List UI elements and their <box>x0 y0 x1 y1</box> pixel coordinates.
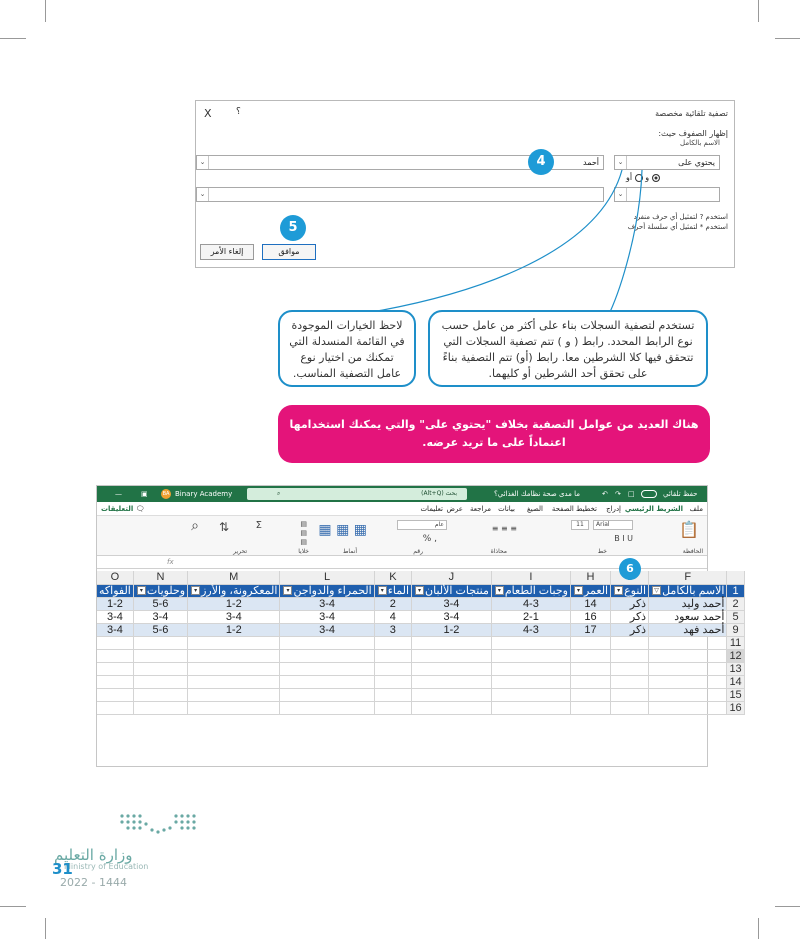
column-header[interactable]: I <box>491 571 570 584</box>
cell[interactable] <box>412 636 492 649</box>
cell[interactable] <box>649 649 727 662</box>
empty-row <box>97 701 744 714</box>
header-cell <box>491 584 570 597</box>
cell[interactable] <box>570 649 610 662</box>
tab-formulas[interactable]: الصيغ <box>527 505 543 513</box>
header-cell <box>412 584 492 597</box>
cell[interactable]: 3-4 <box>412 610 492 623</box>
filter-dropdown-icon[interactable]: ▾ <box>495 586 504 595</box>
cell[interactable]: 14 <box>570 597 610 610</box>
cell[interactable] <box>188 662 280 675</box>
percent-icon[interactable]: % , <box>422 534 437 544</box>
column-header[interactable]: M <box>188 571 280 584</box>
save-icon[interactable]: □ <box>628 490 635 498</box>
cell[interactable] <box>133 701 187 714</box>
or-label: أو <box>626 173 633 182</box>
tab-home[interactable]: الشريط الرئيسي <box>625 502 683 518</box>
cell[interactable] <box>188 675 280 688</box>
pink-note: هناك العديد من عوامل التصفية بخلاف "يحتوي على" والتي يمكنك استخدامها اعتماداً على ما تريد عرضه. <box>278 405 710 463</box>
tab-view[interactable]: عرض <box>446 505 463 513</box>
cell[interactable] <box>491 701 570 714</box>
header-label: الفواكه <box>99 584 131 597</box>
sum-icon[interactable]: Σ <box>255 520 262 531</box>
cell[interactable]: ذكر <box>611 610 649 623</box>
group-label-clipboard: الحافظة <box>682 548 703 555</box>
cell[interactable] <box>133 675 187 688</box>
undo-icon[interactable]: ↶ <box>602 490 608 498</box>
header-cell <box>611 584 649 597</box>
cell[interactable] <box>649 688 727 701</box>
cell[interactable]: 3-4 <box>133 610 187 623</box>
row-number[interactable]: 14 <box>727 675 744 688</box>
cell[interactable] <box>188 649 280 662</box>
cell[interactable]: 1-2 <box>188 623 280 636</box>
cell[interactable] <box>97 701 133 714</box>
header-label: الاسم بالكامل <box>662 584 725 597</box>
cell[interactable] <box>491 688 570 701</box>
group-label-font: خط <box>597 548 607 555</box>
tab-page-layout[interactable]: تخطيط الصفحة <box>551 505 597 513</box>
cell[interactable] <box>611 688 649 701</box>
filter-dropdown-icon[interactable]: ▾ <box>614 586 623 595</box>
comments-button[interactable] <box>101 502 144 516</box>
cell[interactable]: 17 <box>570 623 610 636</box>
formula-bar[interactable] <box>97 557 707 569</box>
header-label: وجبات الطعام <box>504 584 568 597</box>
group-label-styles: أنماط <box>342 548 357 555</box>
fx-label: fx <box>167 558 174 566</box>
find-icon[interactable]: ⌕ <box>191 518 199 534</box>
cell[interactable] <box>412 662 492 675</box>
group-label-alignment: محاذاة <box>490 548 507 555</box>
filter-dropdown-icon[interactable]: ▾ <box>415 586 424 595</box>
filter-dropdown-icon[interactable]: ▾ <box>378 586 387 595</box>
cell[interactable]: 2 <box>374 597 411 610</box>
ministry-logo-dots <box>118 812 208 838</box>
chevron-down-icon: ⌄ <box>197 188 209 201</box>
cell[interactable] <box>133 662 187 675</box>
header-label: وحلويات <box>146 584 186 597</box>
cell[interactable] <box>412 701 492 714</box>
cell[interactable] <box>611 675 649 688</box>
table-row <box>97 623 744 636</box>
connector-line-right <box>610 170 642 312</box>
empty-row <box>97 649 744 662</box>
cell[interactable] <box>97 688 133 701</box>
edition-year: 2022 - 1444 <box>60 876 127 889</box>
cell[interactable] <box>280 688 374 701</box>
filter-dropdown-icon[interactable]: ▾ <box>574 586 583 595</box>
search-box[interactable] <box>247 488 467 500</box>
row-number[interactable]: 11 <box>727 636 744 649</box>
search-placeholder: بحث (Alt+Q) <box>421 490 457 497</box>
cell[interactable] <box>611 662 649 675</box>
cell[interactable] <box>280 649 374 662</box>
cell[interactable]: 3-4 <box>188 610 280 623</box>
cell[interactable] <box>133 636 187 649</box>
select-all-corner[interactable] <box>727 571 744 584</box>
chevron-down-icon: ⌄ <box>615 188 627 201</box>
step-5-badge: 5 <box>280 215 306 241</box>
font-size-box[interactable]: 11 <box>571 520 589 530</box>
ribbon <box>97 516 707 556</box>
cell[interactable]: 3-4 <box>280 610 374 623</box>
cell[interactable] <box>97 649 133 662</box>
table-row <box>97 597 744 610</box>
cell[interactable]: 4-3 <box>491 623 570 636</box>
chevron-down-icon: ⌄ <box>615 156 627 169</box>
chevron-down-icon: ⌄ <box>197 156 209 169</box>
account-name: Binary Academy <box>175 490 233 498</box>
filter-dropdown-icon[interactable]: ▾ <box>191 586 200 595</box>
column-header[interactable]: H <box>570 571 610 584</box>
column-header[interactable]: J <box>412 571 492 584</box>
filter-dropdown-icon[interactable]: ▾ <box>283 586 292 595</box>
autosave-toggle[interactable] <box>641 490 657 498</box>
number-format-box[interactable]: عام <box>397 520 447 530</box>
hint-char-series: استخدم * لتمثيل أي سلسلة أحرف <box>627 223 728 231</box>
tab-data[interactable]: بيانات <box>498 505 515 513</box>
header-cell <box>188 584 280 597</box>
redo-icon[interactable]: ↷ <box>615 490 621 498</box>
cell[interactable]: ذكر <box>611 623 649 636</box>
cell[interactable] <box>649 662 727 675</box>
cell[interactable]: 5-6 <box>133 597 187 610</box>
cell[interactable] <box>374 675 411 688</box>
cell[interactable] <box>611 701 649 714</box>
paste-icon[interactable]: 📋 <box>679 520 699 539</box>
excel-window <box>96 485 742 767</box>
column-header-row <box>97 571 744 584</box>
styles-icons[interactable]: ▦ ▦ ▦ <box>318 522 367 538</box>
cell[interactable]: ذكر <box>611 597 649 610</box>
cell[interactable] <box>570 662 610 675</box>
ok-button[interactable]: موافق <box>262 244 316 260</box>
header-label: الحمراء والدواجن <box>293 584 372 597</box>
cell[interactable] <box>280 675 374 688</box>
cell[interactable] <box>133 649 187 662</box>
header-cell <box>374 584 411 597</box>
title-bar <box>97 486 707 502</box>
cell[interactable] <box>570 688 610 701</box>
header-label: الماء <box>387 584 410 597</box>
header-label: العمر <box>583 584 609 597</box>
align-icons[interactable]: ≡ ≡ ≡ <box>491 524 517 533</box>
ribbon-tabs <box>97 502 707 516</box>
tab-file[interactable]: ملف <box>689 505 703 513</box>
tab-review[interactable]: مراجعة <box>469 505 491 513</box>
cell[interactable] <box>611 649 649 662</box>
column-header[interactable]: O <box>97 571 133 584</box>
empty-row <box>97 688 744 701</box>
table-header-row <box>97 584 744 597</box>
cell[interactable]: أحمد فهد <box>649 623 727 636</box>
cell[interactable]: أحمد وليد <box>649 597 727 610</box>
search-icon: ⌕ <box>277 490 281 497</box>
row-number[interactable]: 1 <box>727 584 744 597</box>
help-button[interactable]: ؟ <box>236 107 241 117</box>
cell[interactable] <box>412 675 492 688</box>
hint-single-char: استخدم ? لتمثيل أي حرف منفرد <box>633 213 728 221</box>
cell[interactable] <box>491 649 570 662</box>
cell[interactable] <box>491 662 570 675</box>
and-label: و <box>645 173 650 182</box>
ribbon-display-icon[interactable]: ▣ <box>141 490 148 498</box>
cell[interactable] <box>97 675 133 688</box>
cell[interactable]: 3-4 <box>97 623 133 636</box>
filter-active-icon[interactable]: ▽ <box>652 586 661 595</box>
cell[interactable] <box>97 636 133 649</box>
cells-icons[interactable]: ▤ ▤ ▤ <box>300 520 307 546</box>
cell[interactable]: 3-4 <box>412 597 492 610</box>
step-6-badge: 6 <box>619 558 641 580</box>
column-header[interactable]: K <box>374 571 411 584</box>
font-name-box[interactable]: Arial <box>593 520 633 530</box>
row-number[interactable]: 16 <box>727 701 744 714</box>
cell[interactable] <box>188 636 280 649</box>
callout-connector-explanation: تستخدم لتصفية السجلات بناء على أكثر من عامل حسب نوع الرابط المحدد. رابط ( و ) تتم تصفية السجلات التي تتحقق فيها كلا الشرطين معا. رابط (أو) تتم التصفية بناءً على تحقق أحد الشرطين أو كليهما. <box>428 310 708 387</box>
header-label: النوع <box>624 584 647 597</box>
row-number[interactable]: 13 <box>727 662 744 675</box>
close-button[interactable]: X <box>204 107 212 120</box>
cell[interactable]: 1-2 <box>188 597 280 610</box>
cell[interactable] <box>649 636 727 649</box>
cell[interactable]: 4 <box>374 610 411 623</box>
header-label: منتجات الألبان <box>425 584 489 597</box>
connector-line-left <box>318 170 622 320</box>
cell[interactable] <box>280 701 374 714</box>
cell[interactable] <box>611 636 649 649</box>
comments-label: التعليقات <box>101 505 134 513</box>
dialog-title: تصفية تلقائية مخصصة <box>655 109 728 118</box>
cell[interactable] <box>491 636 570 649</box>
table-row <box>97 610 744 623</box>
cell[interactable] <box>374 636 411 649</box>
cell[interactable]: 3-4 <box>280 597 374 610</box>
sort-filter-icon[interactable]: ⇅ <box>218 520 229 534</box>
cancel-button[interactable]: إلغاء الأمر <box>200 244 254 260</box>
callout-dropdown-options: لاحظ الخيارات الموجودة في القائمة المنسدلة التي تمكنك من اختيار نوع عامل التصفية المناسب. <box>278 310 416 387</box>
cell[interactable]: 3-4 <box>97 610 133 623</box>
group-label-editing: تحرير <box>233 548 247 555</box>
field-name-label: الاسم بالكامل <box>680 139 720 147</box>
cell[interactable] <box>649 701 727 714</box>
cell[interactable] <box>374 688 411 701</box>
ministry-name-arabic: وزارة التعليم <box>54 846 133 864</box>
ministry-name-english: Ministry of Education <box>64 862 149 871</box>
cell[interactable]: 1-2 <box>97 597 133 610</box>
show-rows-label: إظهار الصفوف حيث: <box>658 129 728 138</box>
cell[interactable] <box>412 688 492 701</box>
cell[interactable]: أحمد سعود <box>649 610 727 623</box>
file-title: ما مدى صحة نظامك الغذائي؟ <box>494 490 580 498</box>
column-header[interactable]: F <box>649 571 727 584</box>
bold-italic-underline[interactable]: B I U <box>614 534 633 543</box>
column-header[interactable]: N <box>133 571 187 584</box>
header-cell <box>280 584 374 597</box>
cell[interactable] <box>188 701 280 714</box>
cell[interactable]: 1-2 <box>412 623 492 636</box>
header-cell <box>649 584 727 597</box>
filter-dropdown-icon[interactable]: ▾ <box>137 586 146 595</box>
column-header[interactable]: L <box>280 571 374 584</box>
avatar[interactable]: BA <box>162 491 170 497</box>
cell[interactable] <box>280 636 374 649</box>
cell[interactable] <box>412 649 492 662</box>
cell[interactable] <box>374 701 411 714</box>
header-cell <box>133 584 187 597</box>
cell[interactable] <box>188 688 280 701</box>
cell[interactable]: 3 <box>374 623 411 636</box>
cell[interactable] <box>280 662 374 675</box>
cell[interactable]: 3-4 <box>280 623 374 636</box>
row-number[interactable]: 15 <box>727 688 744 701</box>
cell[interactable] <box>649 675 727 688</box>
page-number: 31 <box>52 860 73 878</box>
minimize-button[interactable]: — <box>115 490 122 498</box>
tab-insert[interactable]: إدراج <box>606 505 621 513</box>
cell[interactable] <box>570 675 610 688</box>
cell[interactable]: 4-3 <box>491 597 570 610</box>
cell[interactable]: 5-6 <box>133 623 187 636</box>
autosave-label: حفظ تلقائي <box>663 490 698 498</box>
cell[interactable] <box>97 662 133 675</box>
row-number[interactable]: 9 <box>727 623 744 636</box>
cell[interactable] <box>374 649 411 662</box>
worksheet-grid <box>97 571 745 715</box>
header-cell <box>570 584 610 597</box>
empty-row <box>97 662 744 675</box>
operator1-value: يحتوي على <box>678 158 715 167</box>
comment-icon: 🗨 <box>135 505 145 513</box>
cell[interactable] <box>374 662 411 675</box>
cell[interactable] <box>491 675 570 688</box>
value1-text: أحمد <box>583 158 599 167</box>
cell[interactable] <box>570 636 610 649</box>
header-label: المعكرونة، والأرز <box>201 584 278 597</box>
tab-help[interactable]: تعليمات <box>420 505 443 513</box>
step-4-badge: 4 <box>528 149 554 175</box>
group-label-number: رقم <box>413 548 423 555</box>
cell[interactable] <box>133 688 187 701</box>
cell[interactable]: 16 <box>570 610 610 623</box>
header-cell <box>97 584 133 597</box>
row-number[interactable]: 2 <box>727 597 744 610</box>
cell[interactable] <box>570 701 610 714</box>
row-number[interactable]: 5 <box>727 610 744 623</box>
cell[interactable]: 2-1 <box>491 610 570 623</box>
group-label-cells: خلايا <box>298 548 309 555</box>
empty-row <box>97 675 744 688</box>
empty-row <box>97 636 744 649</box>
row-number[interactable]: 12 <box>727 649 744 662</box>
